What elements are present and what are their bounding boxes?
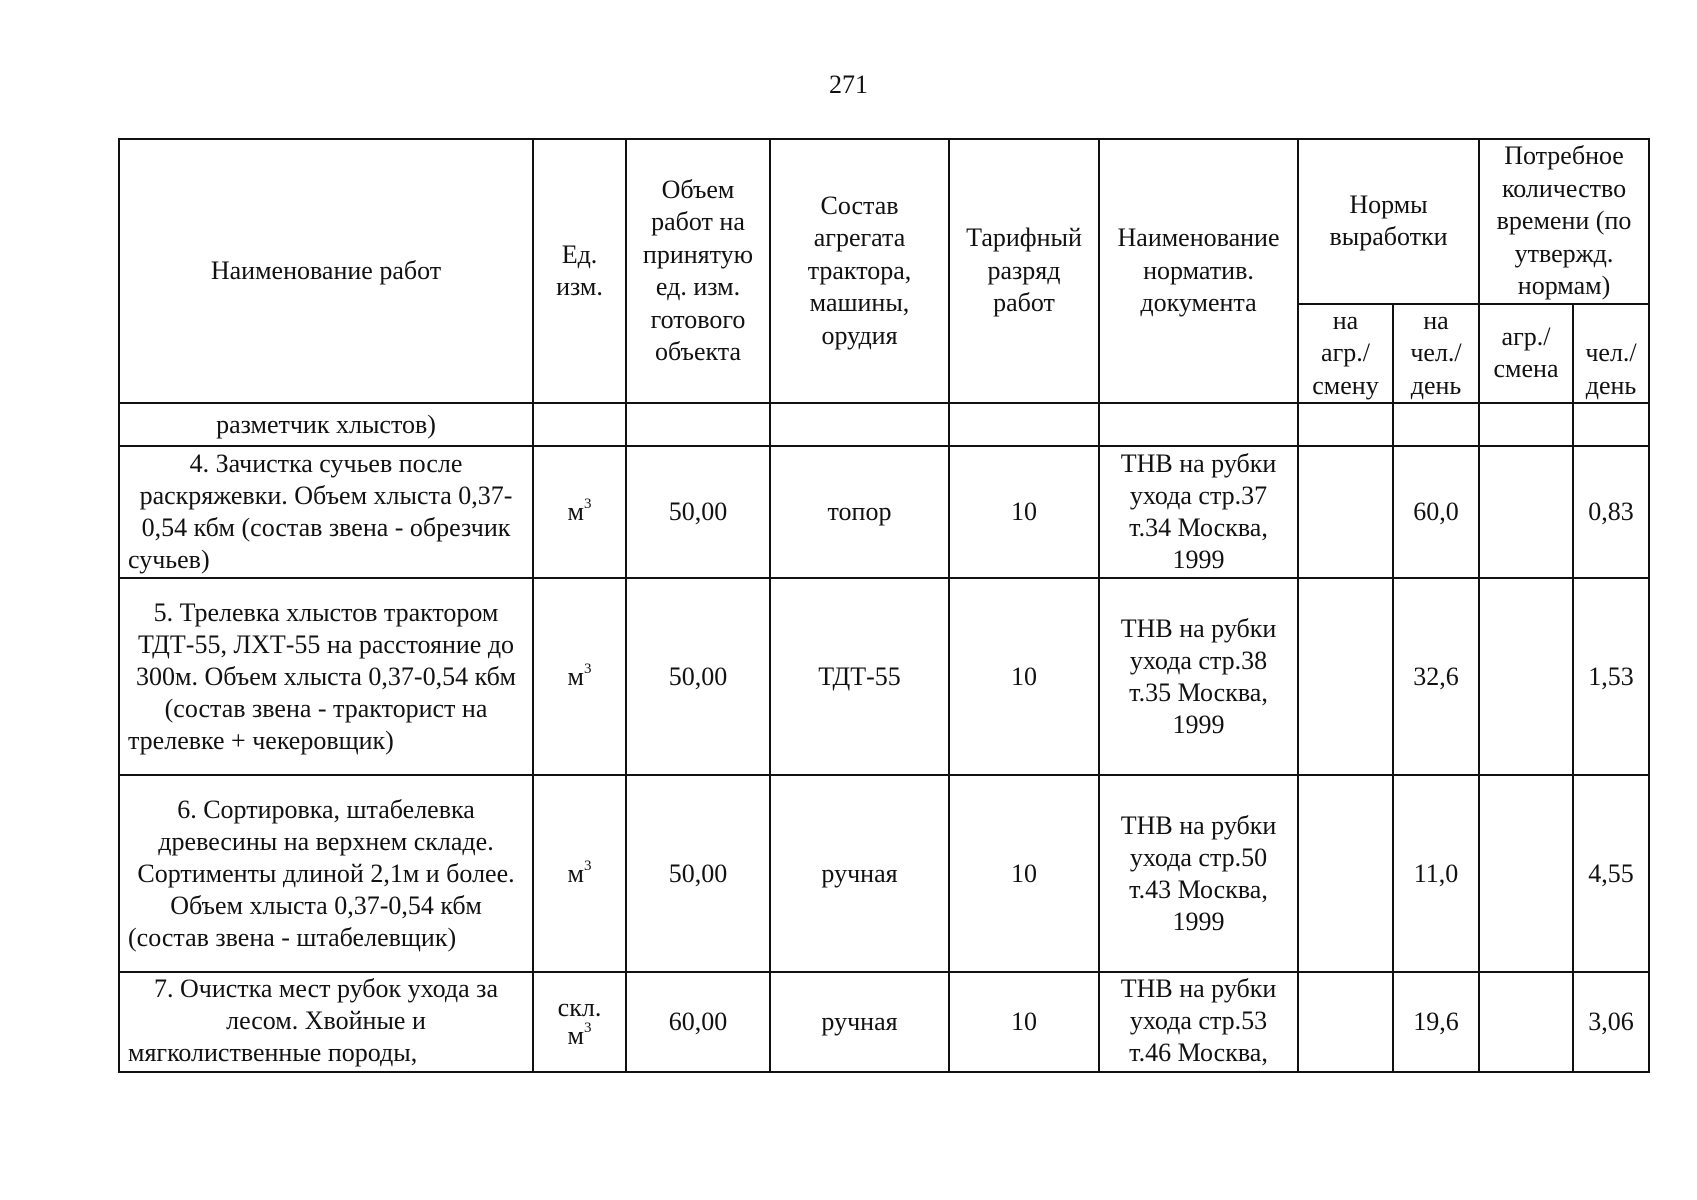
cell-document: ТНВ на рубки ухода стр.50 т.43 Москва, 1999 [1099,775,1298,972]
cell-norms-chel: 60,0 [1393,446,1479,578]
cell-name: 4. Зачистка сучьев после раскряжевки. Объем хлыста 0,37-0,54 кбм (состав звена - обрезчик сучьев) [119,446,533,578]
header-volume: Объем работ на принятую ед. изм. готового объекта [626,139,770,403]
table-row [119,972,1649,1072]
header-document: Наименование норматив. документа [1099,139,1298,403]
unit-sup: 3 [583,660,592,677]
unit-base: м [567,497,584,526]
cell-name: 6. Сортировка, штабелевка древесины на верхнем складе. Сортименты длиной 2,1м и более. Объем хлыста 0,37-0,54 кбм (состав звена - штабелевщик) [119,775,533,972]
cell-tariff: 10 [949,446,1099,578]
cell-composition [770,403,949,446]
unit-sup: 3 [583,496,592,513]
cell-time-agr [1479,446,1573,578]
cell-document: ТНВ на рубки ухода стр.53 т.46 Москва, [1099,972,1298,1072]
header-unit: Ед. изм. [533,139,626,403]
cell-composition: ручная [770,775,949,972]
cell-time-agr [1479,403,1573,446]
cell-norms-chel: 32,6 [1393,578,1479,775]
continuation-row [119,403,1649,446]
cell-name: 5. Трелевка хлыстов трактором ТДТ-55, ЛХТ-55 на расстояние до 300м. Объем хлыста 0,37-0,54 кбм (состав звена - тракторист на трелевке + чекеровщик) [119,578,533,775]
unit-sup: 3 [583,1020,592,1037]
cell-time-chel: 0,83 [1573,446,1649,578]
cell-document [1099,403,1298,446]
header-norms-chel: на чел./ день [1393,304,1479,404]
cell-time-agr [1479,775,1573,972]
page-number: 271 [829,70,868,99]
cell-time-chel: 1,53 [1573,578,1649,775]
cell-time-agr [1479,578,1573,775]
cell-tariff: 10 [949,775,1099,972]
table-header [119,139,1649,403]
cell-tariff: 10 [949,972,1099,1072]
cell-name: разметчик хлыстов) [119,403,533,446]
cell-volume [626,403,770,446]
cell-unit [533,972,626,1072]
cell-tariff [949,403,1099,446]
unit-base: м [567,858,584,888]
cell-norms-agr [1298,972,1393,1072]
unit-prefix: скл. [557,993,602,1022]
work-norms-table [118,138,1650,1073]
cell-composition: ТДТ-55 [770,578,949,775]
cell-norms-chel: 19,6 [1393,972,1479,1072]
cell-unit [533,775,626,972]
cell-norms-chel [1393,403,1479,446]
cell-norms-agr [1298,578,1393,775]
header-time-chel: чел./ день [1573,304,1649,404]
header-composition: Состав агрегата трактора, машины, орудия [770,139,949,403]
cell-time-agr [1479,972,1573,1072]
cell-unit [533,446,626,578]
cell-volume: 50,00 [626,578,770,775]
table-body [119,403,1649,1072]
cell-name: 7. Очистка мест рубок ухода за лесом. Хвойные и мягколиственные породы, [119,972,533,1072]
header-norms: Нормы выработки [1298,139,1479,304]
cell-volume: 60,00 [626,972,770,1072]
cell-document: ТНВ на рубки ухода стр.38 т.35 Москва, 1999 [1099,578,1298,775]
header-name: Наименование работ [119,139,533,403]
table-row [119,578,1649,775]
cell-composition: топор [770,446,949,578]
cell-norms-chel: 11,0 [1393,775,1479,972]
cell-time-chel: 4,55 [1573,775,1649,972]
header-time: Потребное количество времени (по утвержд. нормам) [1479,139,1649,304]
cell-unit [533,403,626,446]
unit-base: м [567,661,584,691]
header-tariff: Тарифный разряд работ [949,139,1099,403]
cell-volume: 50,00 [626,446,770,578]
cell-composition: ручная [770,972,949,1072]
cell-volume: 50,00 [626,775,770,972]
cell-norms-agr [1298,403,1393,446]
cell-time-chel [1573,403,1649,446]
cell-time-chel: 3,06 [1573,972,1649,1072]
table-row [119,446,1649,578]
cell-tariff: 10 [949,578,1099,775]
cell-norms-agr [1298,446,1393,578]
table-row [119,775,1649,972]
unit-sup: 3 [583,857,592,874]
header-time-agr: агр./ смена [1479,304,1573,404]
header-norms-agr: на агр./ смену [1298,304,1393,404]
cell-norms-agr [1298,775,1393,972]
cell-unit [533,578,626,775]
cell-document: ТНВ на рубки ухода стр.37 т.34 Москва, 1999 [1099,446,1298,578]
unit-base: м [567,1021,584,1050]
